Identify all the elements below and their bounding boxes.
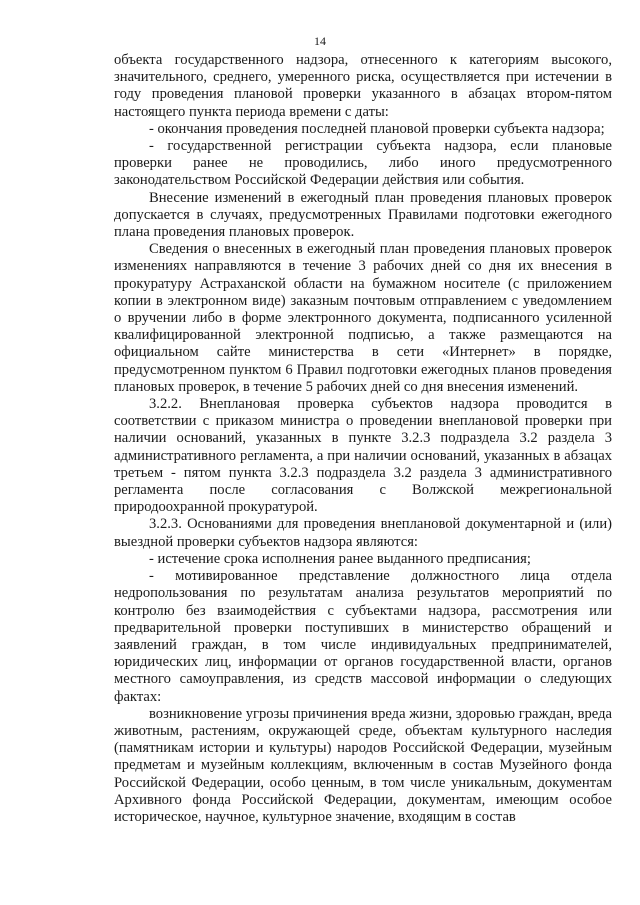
paragraph: возникновение угрозы причинения вреда жизни, здоровью граждан, вреда животным, растениям, окружающей среде, объектам культурного наследия (памятникам истории и культуры) народов Российской Федерации, музейным предметам и музейным коллекциям, включенным в состав Музейного фонда Российской Федерации, особо ценным, в том числе уникальным, документам Архивного фонда Российской Федерации, документам, имеющим особое историческое, научное, культурное значение, входящим в состав (114, 705, 612, 825)
paragraph: 3.2.3. Основаниями для проведения внеплановой документарной и (или) выездной проверки субъектов надзора являются: (114, 516, 612, 550)
paragraph: - мотивированное представление должностного лица отдела недропользования по результатам анализа результатов мероприятий по контролю без взаимодействия с субъектами надзора, рассмотрения или предварительной проверки поступивших в министерство обращений и заявлений граждан, в том числе индивидуальных предпринимателей, юридических лиц, информации от органов государственной власти, органов местного самоуправления, из средств массовой информации о следующих фактах: (114, 568, 612, 705)
paragraph: - государственной регистрации субъекта надзора, если плановые проверки ранее не проводились, либо иного предусмотренного законодательством Российской Федерации действия или события. (114, 138, 612, 189)
paragraph: - истечение срока исполнения ранее выданного предписания; (149, 550, 531, 567)
paragraph: Внесение изменений в ежегодный план проведения плановых проверок допускается в случаях, предусмотренных Правилами подготовки ежегодного плана проведения плановых проверок. (114, 189, 612, 241)
paragraph: 3.2.2. Внеплановая проверка субъектов надзора проводится в соответствии с приказом министра о проведении внеплановой проверки при наличии оснований, указанных в пункте 3.2.3 подраздела 3.2 раздела 3 административного регламента, а при наличии оснований, указанных в абзацах третьем - пятом пункта 3.2.3 подраздела 3.2 раздела 3 административного регламента после согласования с Волжской межрегиональной природоохранной прокуратурой. (114, 396, 612, 516)
paragraph: Сведения о внесенных в ежегодный план проведения плановых проверок изменениях направляются в течение 3 рабочих дней со дня их внесения в прокуратуру Астраханской области на бумажном носителе (с приложением копии в электронном виде) заказным почтовым отправлением с уведомлением о вручении либо в форме электронного документа, подписанного усиленной квалифицированной электронной подписью, а также размещаются на официальном сайте министерства в сети «Интернет» в порядке, предусмотренном пунктом 6 Правил подготовки ежегодных планов проведения плановых проверок, в течение 5 рабочих дней со дня внесения изменений. (114, 241, 612, 395)
paragraph: - окончания проведения последней плановой проверки субъекта надзора; (149, 120, 605, 137)
document-body (114, 52, 612, 826)
page-number: 14 (314, 34, 326, 48)
paragraph: объекта государственного надзора, отнесенного к категориям высокого, значительного, среднего, умеренного риска, осуществляется при истечении в году проведения плановой проверки указанного в абзацах втором-пятом настоящего пункта периода времени с даты: (114, 52, 612, 120)
